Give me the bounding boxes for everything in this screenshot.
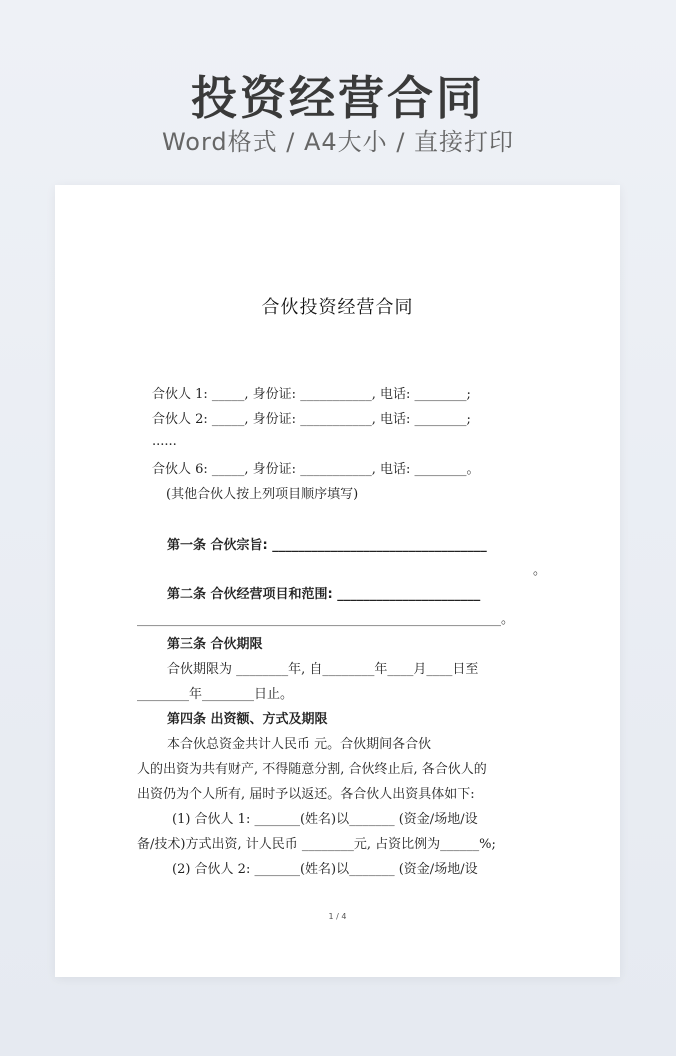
document-title: 合伙投资经营合同 — [261, 297, 414, 318]
banner-title: 投资经营合同 — [191, 71, 485, 125]
page-number: 1 / 4 — [328, 912, 347, 921]
article-2-cont: ________________________________________________________。 — [137, 612, 514, 627]
partner-line-2: 合伙人 2: _____, 身份证: ___________, 电话: ________; — [152, 412, 471, 427]
partner-note: (其他合伙人按上列项目顺序填写) — [166, 487, 359, 502]
partner-line-6: 合伙人 6: _____, 身份证: ___________, 电话: ________。 — [152, 462, 480, 477]
article-4-line-6: (2) 合伙人 2: _______(姓名)以_______ (资金/场地/设 — [172, 862, 478, 877]
article-4-line-3: 出资仍为个人所有, 届时予以返还。各合伙人出资具体如下: — [137, 787, 475, 802]
article-2-heading: 第二条 合伙经营项目和范围: ______________________ — [167, 587, 481, 602]
article-3-heading: 第三条 合伙期限 — [167, 637, 263, 652]
article-4-heading: 第四条 出资额、方式及期限 — [167, 712, 328, 727]
article-4-line-2: 人的出资为共有财产, 不得随意分割, 合伙终止后, 各合伙人的 — [137, 762, 487, 777]
banner-subtitle: Word格式 / A4大小 / 直接打印 — [161, 128, 515, 156]
partner-line-1: 合伙人 1: _____, 身份证: ___________, 电话: ________; — [152, 387, 471, 402]
document-page — [55, 185, 620, 977]
article-4-line-1: 本合伙总资金共计人民币 元。合伙期间各合伙 — [167, 737, 432, 752]
article-4-line-5: 备/技术)方式出资, 计人民币 ________元, 占资比例为______%; — [137, 837, 496, 852]
article-1-heading: 第一条 合伙宗旨: _________________________________ — [167, 538, 487, 553]
article-3-line-2: ________年________日止。 — [137, 687, 294, 702]
article-4-line-4: (1) 合伙人 1: _______(姓名)以_______ (资金/场地/设 — [172, 812, 478, 827]
article-1-cont: 。 — [533, 563, 547, 578]
partner-ellipsis: ...... — [152, 434, 177, 449]
article-3-line-1: 合伙期限为 ________年, 自________年____月____日至 — [167, 662, 479, 677]
